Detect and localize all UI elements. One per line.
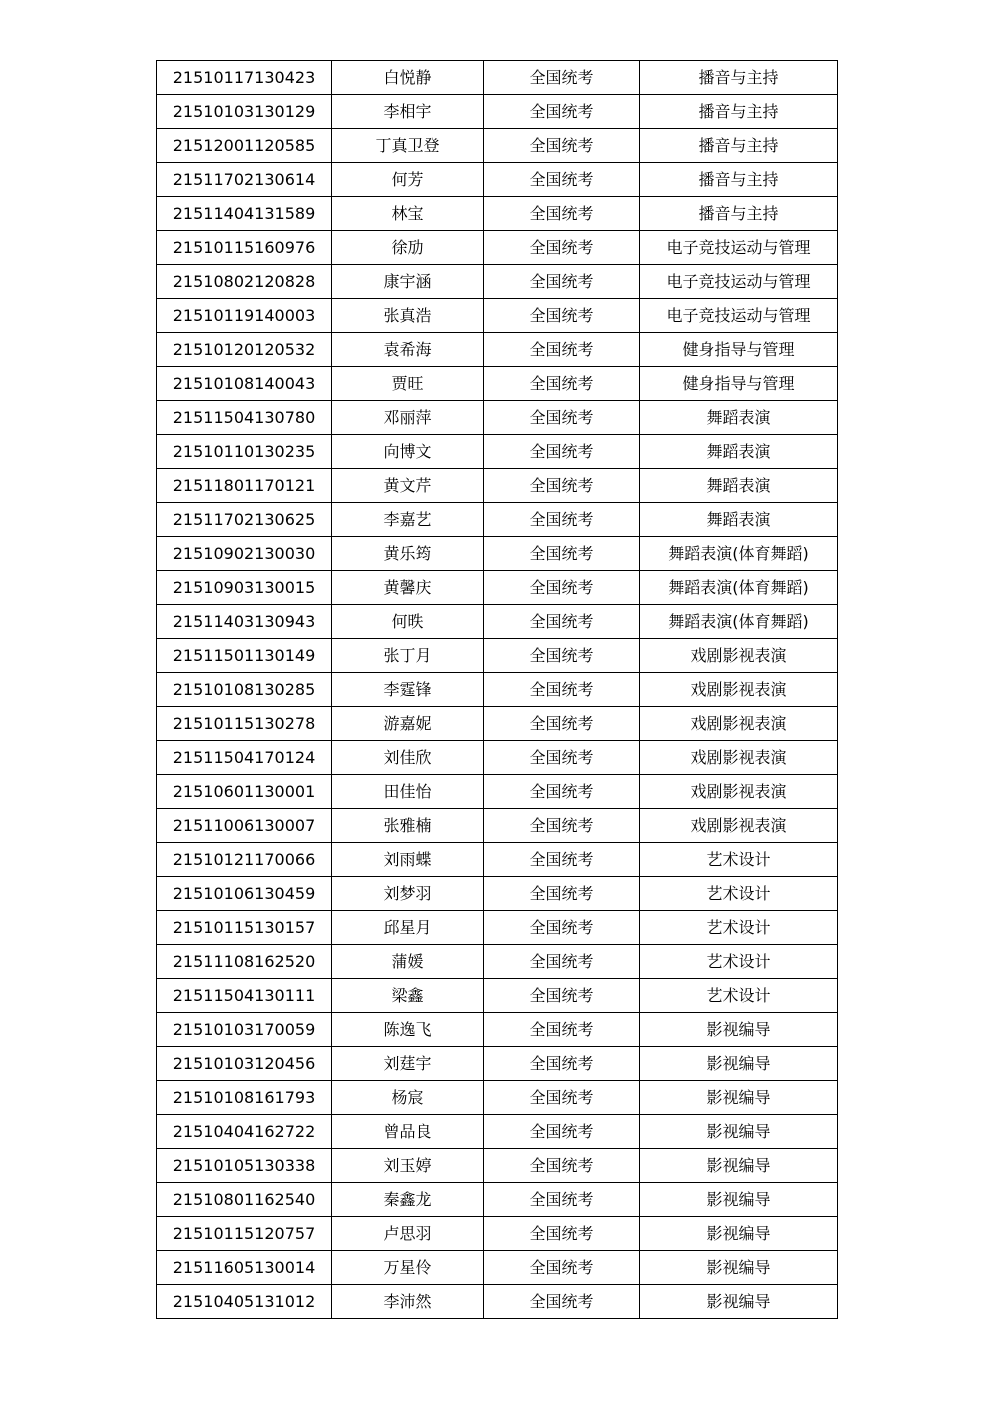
- candidate-id-cell: 21510106130459: [157, 877, 332, 911]
- table-row: [157, 979, 838, 1013]
- candidate-id-cell: 21510120120532: [157, 333, 332, 367]
- exam-type-cell: 全国统考: [484, 1183, 640, 1217]
- exam-type-cell: 全国统考: [484, 265, 640, 299]
- candidate-name-cell: 黄馨庆: [332, 571, 484, 605]
- candidate-id-cell: 21510801162540: [157, 1183, 332, 1217]
- table-row: [157, 367, 838, 401]
- exam-type-cell: 全国统考: [484, 1251, 640, 1285]
- candidate-id-cell: 21510404162722: [157, 1115, 332, 1149]
- candidate-id-cell: 21510601130001: [157, 775, 332, 809]
- candidate-id-cell: 21510108140043: [157, 367, 332, 401]
- table-row: [157, 1047, 838, 1081]
- exam-type-cell: 全国统考: [484, 571, 640, 605]
- candidate-id-cell: 21510121170066: [157, 843, 332, 877]
- candidate-name-cell: 刘莛宇: [332, 1047, 484, 1081]
- candidate-name-cell: 秦鑫龙: [332, 1183, 484, 1217]
- candidate-id-cell: 21511108162520: [157, 945, 332, 979]
- major-cell: 播音与主持: [640, 129, 838, 163]
- candidate-name-cell: 张丁月: [332, 639, 484, 673]
- major-cell: 舞蹈表演: [640, 435, 838, 469]
- exam-type-cell: 全国统考: [484, 979, 640, 1013]
- exam-type-cell: 全国统考: [484, 435, 640, 469]
- admission-table-body: [157, 61, 838, 1319]
- exam-type-cell: 全国统考: [484, 469, 640, 503]
- major-cell: 艺术设计: [640, 945, 838, 979]
- candidate-name-cell: 刘玉婷: [332, 1149, 484, 1183]
- major-cell: 影视编导: [640, 1217, 838, 1251]
- candidate-name-cell: 邱星月: [332, 911, 484, 945]
- candidate-name-cell: 向博文: [332, 435, 484, 469]
- candidate-name-cell: 何芳: [332, 163, 484, 197]
- candidate-name-cell: 贾旺: [332, 367, 484, 401]
- candidate-name-cell: 徐劢: [332, 231, 484, 265]
- exam-type-cell: 全国统考: [484, 1013, 640, 1047]
- table-row: [157, 333, 838, 367]
- candidate-name-cell: 梁鑫: [332, 979, 484, 1013]
- exam-type-cell: 全国统考: [484, 1149, 640, 1183]
- candidate-name-cell: 刘佳欣: [332, 741, 484, 775]
- candidate-name-cell: 张真浩: [332, 299, 484, 333]
- candidate-name-cell: 李沛然: [332, 1285, 484, 1319]
- candidate-name-cell: 卢思羽: [332, 1217, 484, 1251]
- exam-type-cell: 全国统考: [484, 537, 640, 571]
- major-cell: 电子竞技运动与管理: [640, 231, 838, 265]
- exam-type-cell: 全国统考: [484, 843, 640, 877]
- major-cell: 影视编导: [640, 1285, 838, 1319]
- major-cell: 舞蹈表演: [640, 469, 838, 503]
- candidate-id-cell: 21511501130149: [157, 639, 332, 673]
- candidate-name-cell: 蒲媛: [332, 945, 484, 979]
- exam-type-cell: 全国统考: [484, 1047, 640, 1081]
- major-cell: 影视编导: [640, 1047, 838, 1081]
- exam-type-cell: 全国统考: [484, 129, 640, 163]
- table-row: [157, 299, 838, 333]
- candidate-id-cell: 21511504170124: [157, 741, 332, 775]
- major-cell: 舞蹈表演(体育舞蹈): [640, 605, 838, 639]
- exam-type-cell: 全国统考: [484, 333, 640, 367]
- candidate-id-cell: 21510108130285: [157, 673, 332, 707]
- candidate-name-cell: 丁真卫登: [332, 129, 484, 163]
- candidate-name-cell: 黄文芹: [332, 469, 484, 503]
- major-cell: 影视编导: [640, 1251, 838, 1285]
- candidate-id-cell: 21510103170059: [157, 1013, 332, 1047]
- major-cell: 影视编导: [640, 1183, 838, 1217]
- major-cell: 播音与主持: [640, 163, 838, 197]
- exam-type-cell: 全国统考: [484, 1217, 640, 1251]
- exam-type-cell: 全国统考: [484, 95, 640, 129]
- candidate-id-cell: 21511403130943: [157, 605, 332, 639]
- table-row: [157, 231, 838, 265]
- candidate-id-cell: 21510119140003: [157, 299, 332, 333]
- major-cell: 影视编导: [640, 1115, 838, 1149]
- major-cell: 艺术设计: [640, 843, 838, 877]
- table-row: [157, 877, 838, 911]
- candidate-id-cell: 21512001120585: [157, 129, 332, 163]
- major-cell: 戏剧影视表演: [640, 707, 838, 741]
- table-row: [157, 741, 838, 775]
- table-row: [157, 1251, 838, 1285]
- candidate-id-cell: 21510105130338: [157, 1149, 332, 1183]
- exam-type-cell: 全国统考: [484, 605, 640, 639]
- major-cell: 舞蹈表演(体育舞蹈): [640, 571, 838, 605]
- table-row: [157, 163, 838, 197]
- major-cell: 艺术设计: [640, 911, 838, 945]
- candidate-id-cell: 21510108161793: [157, 1081, 332, 1115]
- table-row: [157, 61, 838, 95]
- candidate-name-cell: 陈逸飞: [332, 1013, 484, 1047]
- candidate-id-cell: 21511702130614: [157, 163, 332, 197]
- exam-type-cell: 全国统考: [484, 741, 640, 775]
- exam-type-cell: 全国统考: [484, 367, 640, 401]
- major-cell: 播音与主持: [640, 197, 838, 231]
- table-row: [157, 809, 838, 843]
- major-cell: 戏剧影视表演: [640, 741, 838, 775]
- candidate-name-cell: 黄乐筠: [332, 537, 484, 571]
- table-row: [157, 129, 838, 163]
- table-row: [157, 1217, 838, 1251]
- candidate-name-cell: 何昳: [332, 605, 484, 639]
- exam-type-cell: 全国统考: [484, 639, 640, 673]
- exam-type-cell: 全国统考: [484, 707, 640, 741]
- candidate-name-cell: 李相宇: [332, 95, 484, 129]
- table-row: [157, 945, 838, 979]
- candidate-name-cell: 李霆锋: [332, 673, 484, 707]
- table-row: [157, 1183, 838, 1217]
- candidate-id-cell: 21511504130780: [157, 401, 332, 435]
- exam-type-cell: 全国统考: [484, 231, 640, 265]
- candidate-name-cell: 万星伶: [332, 1251, 484, 1285]
- candidate-id-cell: 21510802120828: [157, 265, 332, 299]
- candidate-name-cell: 李嘉艺: [332, 503, 484, 537]
- exam-type-cell: 全国统考: [484, 673, 640, 707]
- major-cell: 艺术设计: [640, 979, 838, 1013]
- table-row: [157, 265, 838, 299]
- candidate-id-cell: 21511801170121: [157, 469, 332, 503]
- exam-type-cell: 全国统考: [484, 1115, 640, 1149]
- table-row: [157, 639, 838, 673]
- major-cell: 戏剧影视表演: [640, 809, 838, 843]
- candidate-name-cell: 刘梦羽: [332, 877, 484, 911]
- candidate-id-cell: 21510115160976: [157, 231, 332, 265]
- table-row: [157, 1115, 838, 1149]
- major-cell: 播音与主持: [640, 95, 838, 129]
- exam-type-cell: 全国统考: [484, 163, 640, 197]
- candidate-name-cell: 林宝: [332, 197, 484, 231]
- table-row: [157, 707, 838, 741]
- candidate-id-cell: 21510117130423: [157, 61, 332, 95]
- table-row: [157, 1013, 838, 1047]
- exam-type-cell: 全国统考: [484, 911, 640, 945]
- table-row: [157, 401, 838, 435]
- major-cell: 影视编导: [640, 1149, 838, 1183]
- exam-type-cell: 全国统考: [484, 61, 640, 95]
- table-row: [157, 673, 838, 707]
- exam-type-cell: 全国统考: [484, 503, 640, 537]
- major-cell: 电子竞技运动与管理: [640, 299, 838, 333]
- candidate-id-cell: 21510902130030: [157, 537, 332, 571]
- major-cell: 戏剧影视表演: [640, 775, 838, 809]
- candidate-id-cell: 21510115130157: [157, 911, 332, 945]
- candidate-name-cell: 张雅楠: [332, 809, 484, 843]
- major-cell: 舞蹈表演: [640, 401, 838, 435]
- major-cell: 影视编导: [640, 1081, 838, 1115]
- table-row: [157, 775, 838, 809]
- table-row: [157, 1149, 838, 1183]
- major-cell: 戏剧影视表演: [640, 639, 838, 673]
- exam-type-cell: 全国统考: [484, 877, 640, 911]
- candidate-id-cell: 21511404131589: [157, 197, 332, 231]
- candidate-name-cell: 刘雨蝶: [332, 843, 484, 877]
- candidate-id-cell: 21510903130015: [157, 571, 332, 605]
- table-row: [157, 1081, 838, 1115]
- major-cell: 舞蹈表演(体育舞蹈): [640, 537, 838, 571]
- major-cell: 影视编导: [640, 1013, 838, 1047]
- major-cell: 舞蹈表演: [640, 503, 838, 537]
- table-row: [157, 605, 838, 639]
- table-row: [157, 911, 838, 945]
- exam-type-cell: 全国统考: [484, 299, 640, 333]
- candidate-id-cell: 21511605130014: [157, 1251, 332, 1285]
- candidate-id-cell: 21510405131012: [157, 1285, 332, 1319]
- table-row: [157, 435, 838, 469]
- exam-type-cell: 全国统考: [484, 197, 640, 231]
- major-cell: 电子竞技运动与管理: [640, 265, 838, 299]
- table-row: [157, 95, 838, 129]
- exam-type-cell: 全国统考: [484, 1285, 640, 1319]
- table-row: [157, 843, 838, 877]
- exam-type-cell: 全国统考: [484, 775, 640, 809]
- major-cell: 戏剧影视表演: [640, 673, 838, 707]
- admission-table: [156, 60, 838, 1319]
- table-row: [157, 197, 838, 231]
- candidate-id-cell: 21510115120757: [157, 1217, 332, 1251]
- candidate-id-cell: 21511006130007: [157, 809, 332, 843]
- table-row: [157, 537, 838, 571]
- candidate-name-cell: 游嘉妮: [332, 707, 484, 741]
- candidate-id-cell: 21510103120456: [157, 1047, 332, 1081]
- candidate-id-cell: 21511504130111: [157, 979, 332, 1013]
- exam-type-cell: 全国统考: [484, 945, 640, 979]
- major-cell: 艺术设计: [640, 877, 838, 911]
- table-row: [157, 571, 838, 605]
- major-cell: 播音与主持: [640, 61, 838, 95]
- candidate-id-cell: 21511702130625: [157, 503, 332, 537]
- candidate-id-cell: 21510103130129: [157, 95, 332, 129]
- candidate-name-cell: 康宇涵: [332, 265, 484, 299]
- exam-type-cell: 全国统考: [484, 1081, 640, 1115]
- candidate-name-cell: 袁希海: [332, 333, 484, 367]
- table-row: [157, 469, 838, 503]
- candidate-name-cell: 田佳怡: [332, 775, 484, 809]
- candidate-name-cell: 白悦静: [332, 61, 484, 95]
- candidate-id-cell: 21510110130235: [157, 435, 332, 469]
- candidate-name-cell: 曾品良: [332, 1115, 484, 1149]
- exam-type-cell: 全国统考: [484, 809, 640, 843]
- major-cell: 健身指导与管理: [640, 367, 838, 401]
- candidate-name-cell: 邓丽萍: [332, 401, 484, 435]
- candidate-id-cell: 21510115130278: [157, 707, 332, 741]
- major-cell: 健身指导与管理: [640, 333, 838, 367]
- table-row: [157, 1285, 838, 1319]
- candidate-name-cell: 杨宸: [332, 1081, 484, 1115]
- table-row: [157, 503, 838, 537]
- exam-type-cell: 全国统考: [484, 401, 640, 435]
